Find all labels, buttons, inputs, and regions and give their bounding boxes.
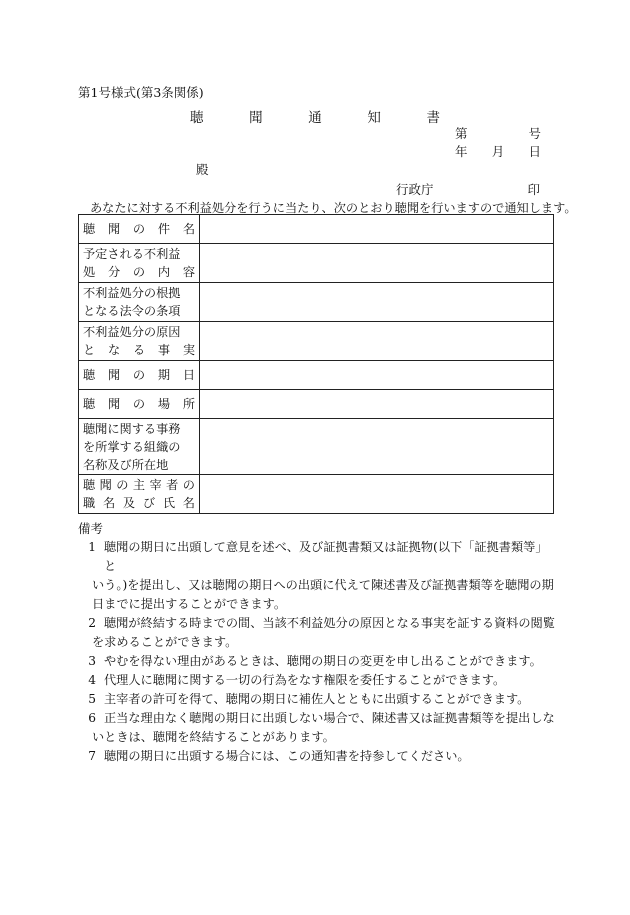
row-label-line bbox=[83, 366, 195, 384]
remark-line: いときは、聴聞を終結することがあります。 bbox=[92, 730, 335, 744]
row-label bbox=[79, 390, 200, 419]
agency-seal: 印 bbox=[527, 182, 540, 197]
row-label-line bbox=[83, 263, 195, 281]
row-label bbox=[79, 361, 200, 390]
label-text: 聞 bbox=[99, 478, 112, 492]
document-title bbox=[190, 106, 440, 126]
label-text: 容 bbox=[182, 265, 195, 279]
table-row bbox=[79, 215, 554, 244]
title-char: 知 bbox=[367, 110, 381, 126]
row-value-field[interactable] bbox=[200, 322, 554, 361]
row-label-line bbox=[83, 284, 195, 302]
table-row bbox=[79, 283, 554, 322]
label-text: 者 bbox=[166, 478, 179, 492]
label-text: 名 bbox=[182, 496, 195, 510]
label-text: 件 bbox=[157, 222, 171, 236]
label-text: 所 bbox=[182, 397, 195, 411]
label-text: 処 bbox=[83, 265, 96, 279]
title-char: 聞 bbox=[249, 110, 263, 126]
label-text: の bbox=[132, 397, 146, 411]
remark-text bbox=[104, 671, 558, 690]
row-label bbox=[79, 475, 200, 514]
title-char: 聴 bbox=[190, 110, 204, 126]
row-label-line bbox=[83, 323, 195, 341]
label-text: 不利益処分の原因 bbox=[83, 325, 181, 339]
row-value-field[interactable] bbox=[200, 390, 554, 419]
remark-text bbox=[92, 614, 558, 652]
label-text: る bbox=[132, 343, 146, 357]
label-text: 聴 bbox=[83, 222, 96, 236]
label-text: 聴 bbox=[83, 478, 96, 492]
row-label bbox=[79, 215, 200, 244]
remark-item bbox=[78, 538, 558, 614]
label-text: 実 bbox=[182, 343, 195, 357]
label-text: 及 bbox=[122, 496, 136, 510]
row-label-line bbox=[83, 420, 195, 438]
title-char: 通 bbox=[308, 110, 322, 126]
table-row bbox=[79, 475, 554, 514]
remark-number: 7 bbox=[88, 749, 96, 763]
label-text: の bbox=[132, 265, 146, 279]
hearing-details-table bbox=[78, 214, 554, 514]
row-label-line bbox=[83, 395, 195, 413]
label-text: 聴聞に関する事務 bbox=[83, 421, 181, 436]
intro-text: あなたに対する不利益処分を行うに当たり、次のとおり聴聞を行いますので通知します。 bbox=[90, 201, 577, 215]
label-text: 期 bbox=[157, 368, 171, 382]
table-row bbox=[79, 419, 554, 475]
remark-line: 聴聞の期日に出頭して意見を述べ、及び証拠書類又は証拠物(以下「証拠書類等」と bbox=[104, 540, 548, 573]
remark-line: 聴聞が終結する時までの間、当該不利益処分の原因となる事実を証する資料の閲覧 bbox=[104, 616, 555, 630]
label-text: を所掌する組織の bbox=[83, 439, 181, 454]
row-label-line bbox=[83, 302, 195, 320]
row-value-field[interactable] bbox=[200, 283, 554, 322]
date-month: 月 bbox=[491, 144, 505, 159]
row-label-line bbox=[83, 456, 195, 474]
row-label-line bbox=[83, 245, 195, 263]
remark-item bbox=[78, 709, 558, 747]
remark-line: を求めることができます。 bbox=[92, 635, 238, 649]
label-text: 場 bbox=[157, 397, 171, 411]
remark-line: 日までに提出することができます。 bbox=[92, 597, 287, 611]
row-label bbox=[79, 419, 200, 475]
remark-text bbox=[92, 709, 558, 747]
label-text: 主 bbox=[132, 478, 146, 492]
remarks-list bbox=[78, 538, 558, 766]
date-year: 年 bbox=[455, 144, 468, 159]
label-text: 聞 bbox=[107, 368, 121, 382]
label-text: 名称及び所在地 bbox=[83, 457, 169, 472]
remark-number: 2 bbox=[88, 616, 96, 630]
remark-text bbox=[104, 747, 558, 766]
remark-number: 1 bbox=[88, 540, 96, 554]
agency-line bbox=[396, 180, 540, 198]
label-text: 職 bbox=[83, 496, 96, 510]
label-text: となる法令の条項 bbox=[83, 304, 181, 318]
remarks-heading: 備考 bbox=[78, 521, 104, 536]
row-label-line bbox=[83, 438, 195, 456]
row-value-field[interactable] bbox=[200, 215, 554, 244]
label-text: の bbox=[116, 478, 129, 492]
row-label-line bbox=[83, 476, 195, 494]
label-text: 聴 bbox=[83, 397, 96, 411]
remark-line: 正当な理由なく聴聞の期日に出頭しない場合で、陳述書又は証拠書類等を提出しな bbox=[104, 711, 555, 725]
form-number: 第1号様式(第3条関係) bbox=[78, 85, 204, 100]
remark-number: 4 bbox=[88, 673, 96, 687]
label-text: 日 bbox=[182, 368, 195, 382]
remark-item bbox=[78, 671, 558, 690]
label-text: 不利益処分の根拠 bbox=[83, 286, 181, 300]
document-number-line bbox=[455, 124, 541, 142]
row-label-line bbox=[83, 494, 195, 512]
title-char: 書 bbox=[426, 110, 440, 126]
label-text: の bbox=[182, 478, 195, 492]
label-text: 予定される不利益 bbox=[83, 247, 181, 261]
label-text: 宰 bbox=[149, 478, 162, 492]
row-label-line bbox=[83, 341, 195, 359]
table-row bbox=[79, 244, 554, 283]
remark-text bbox=[104, 690, 558, 709]
row-label-line bbox=[83, 220, 195, 238]
label-text: 氏 bbox=[162, 496, 175, 510]
label-text: な bbox=[107, 343, 121, 357]
table-row bbox=[79, 361, 554, 390]
label-text: の bbox=[132, 222, 146, 236]
label-text: 内 bbox=[157, 265, 171, 279]
date-day: 日 bbox=[528, 144, 541, 159]
remark-text bbox=[104, 652, 558, 671]
label-text: び bbox=[142, 496, 156, 510]
row-label bbox=[79, 322, 200, 361]
number-suffix: 号 bbox=[528, 126, 541, 141]
remark-line: いう。)を提出し、又は聴聞の期日への出頭に代えて陳述書及び証拠書類等を聴聞の期 bbox=[92, 578, 554, 592]
remark-line: 聴聞の期日に出頭する場合には、この通知書を持参してください。 bbox=[104, 749, 470, 763]
table-row bbox=[79, 322, 554, 361]
remark-number: 5 bbox=[88, 692, 96, 706]
row-label bbox=[79, 283, 200, 322]
remark-item bbox=[78, 652, 558, 671]
remark-item bbox=[78, 690, 558, 709]
number-prefix: 第 bbox=[455, 126, 468, 141]
remark-item bbox=[78, 747, 558, 766]
label-text: 聞 bbox=[107, 222, 121, 236]
label-text: 名 bbox=[102, 496, 116, 510]
label-text: 事 bbox=[157, 343, 171, 357]
remark-number: 6 bbox=[88, 711, 96, 725]
agency-name: 行政庁 bbox=[396, 182, 434, 197]
remark-number: 3 bbox=[88, 654, 96, 668]
remark-line: 代理人に聴聞に関する一切の行為をなす権限を委任することができます。 bbox=[104, 673, 506, 687]
addressee: 殿 bbox=[196, 162, 209, 177]
row-value-field[interactable] bbox=[200, 475, 554, 514]
label-text: 名 bbox=[182, 222, 195, 236]
table-row bbox=[79, 390, 554, 419]
row-value-field[interactable] bbox=[200, 244, 554, 283]
label-text: 聴 bbox=[83, 368, 96, 382]
remark-line: 主宰者の許可を得て、聴聞の期日に補佐人とともに出頭することができます。 bbox=[104, 692, 530, 706]
label-text: 分 bbox=[107, 265, 121, 279]
row-label bbox=[79, 244, 200, 283]
label-text: と bbox=[83, 343, 96, 357]
label-text: の bbox=[132, 368, 146, 382]
row-value-field[interactable] bbox=[200, 361, 554, 390]
remark-line: やむを得ない理由があるときは、聴聞の期日の変更を申し出ることができます。 bbox=[104, 654, 542, 668]
remark-item bbox=[78, 614, 558, 652]
label-text: 聞 bbox=[107, 397, 121, 411]
row-value-field[interactable] bbox=[200, 419, 554, 475]
date-line bbox=[455, 142, 541, 160]
remark-text bbox=[92, 538, 558, 614]
